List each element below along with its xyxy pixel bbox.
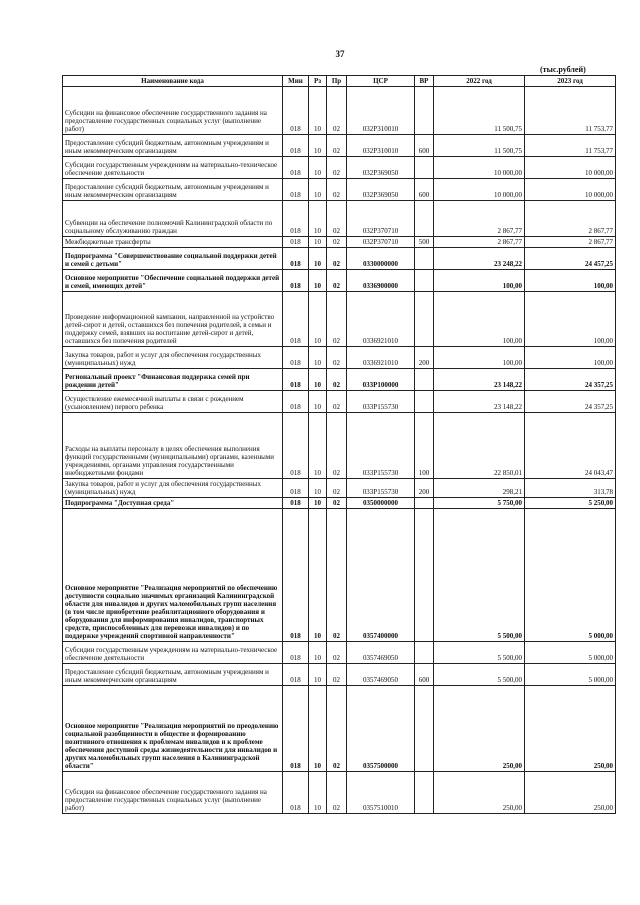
cell-rz: 10 xyxy=(309,686,327,772)
cell-rz: 10 xyxy=(309,498,327,509)
cell-csr: 032P369050 xyxy=(347,157,415,179)
cell-min: 018 xyxy=(283,248,309,270)
cell-vr xyxy=(415,642,434,664)
cell-y2023: 24 457,25 xyxy=(525,248,616,270)
table-row xyxy=(63,157,616,179)
units-label: (тыс.рублей) xyxy=(540,65,586,74)
cell-vr: 200 xyxy=(415,479,434,498)
cell-y2022: 298,21 xyxy=(434,479,525,498)
cell-csr: 032P310010 xyxy=(347,87,415,135)
cell-rz: 10 xyxy=(309,248,327,270)
cell-pr: 02 xyxy=(327,391,347,413)
table-row xyxy=(63,509,616,642)
cell-pr: 02 xyxy=(327,413,347,479)
cell-csr: 0357500000 xyxy=(347,686,415,772)
table-row xyxy=(63,87,616,135)
cell-rz: 10 xyxy=(309,479,327,498)
cell-vr xyxy=(415,391,434,413)
cell-min: 018 xyxy=(283,237,309,248)
cell-pr: 02 xyxy=(327,772,347,814)
table-row xyxy=(63,248,616,270)
table-row xyxy=(63,270,616,292)
cell-rz: 10 xyxy=(309,201,327,237)
cell-min: 018 xyxy=(283,87,309,135)
cell-pr: 02 xyxy=(327,479,347,498)
cell-vr xyxy=(415,157,434,179)
table-row xyxy=(63,642,616,664)
cell-name: Подпрограмма "Доступная среда" xyxy=(63,498,283,509)
cell-y2022: 100,00 xyxy=(434,270,525,292)
cell-rz: 10 xyxy=(309,664,327,686)
cell-rz: 10 xyxy=(309,270,327,292)
cell-y2023: 5 000,00 xyxy=(525,642,616,664)
cell-csr: 0336921010 xyxy=(347,292,415,347)
cell-vr xyxy=(415,369,434,391)
cell-name: Закупка товаров, работ и услуг для обеспечения государственных (муниципальных) нужд xyxy=(63,479,283,498)
cell-min: 018 xyxy=(283,686,309,772)
cell-pr: 02 xyxy=(327,498,347,509)
cell-pr: 02 xyxy=(327,201,347,237)
cell-name: Основное мероприятие "Обеспечение социальной поддержки детей и семей, имеющих детей" xyxy=(63,270,283,292)
cell-pr: 02 xyxy=(327,369,347,391)
cell-csr: 033P155730 xyxy=(347,413,415,479)
table-row xyxy=(63,369,616,391)
cell-vr xyxy=(415,87,434,135)
cell-min: 018 xyxy=(283,772,309,814)
cell-pr: 02 xyxy=(327,347,347,369)
cell-min: 018 xyxy=(283,135,309,157)
cell-pr: 02 xyxy=(327,270,347,292)
cell-y2022: 100,00 xyxy=(434,347,525,369)
cell-vr: 600 xyxy=(415,664,434,686)
cell-name: Расходы на выплаты персоналу в целях обеспечения выполнения функций государственными (муниципальными) органами, казенными учреждениями, органами управления государственными внебюджетными фондами xyxy=(63,413,283,479)
cell-csr: 0357510010 xyxy=(347,772,415,814)
cell-pr: 02 xyxy=(327,642,347,664)
cell-y2022: 22 850,01 xyxy=(434,413,525,479)
cell-rz: 10 xyxy=(309,135,327,157)
cell-csr: 0350000000 xyxy=(347,498,415,509)
table-row xyxy=(63,664,616,686)
cell-y2022: 5 500,00 xyxy=(434,664,525,686)
cell-y2022: 2 867,77 xyxy=(434,237,525,248)
cell-csr: 0336900000 xyxy=(347,270,415,292)
cell-rz: 10 xyxy=(309,509,327,642)
cell-y2022: 2 867,77 xyxy=(434,201,525,237)
cell-name: Субсидии государственным учреждениям на материально-техническое обеспечение деятельности xyxy=(63,642,283,664)
cell-y2023: 11 753,77 xyxy=(525,135,616,157)
cell-rz: 10 xyxy=(309,369,327,391)
cell-name: Подпрограмма "Совершенствование социальной поддержки детей и семей с детьми" xyxy=(63,248,283,270)
cell-vr: 600 xyxy=(415,179,434,201)
cell-vr: 100 xyxy=(415,413,434,479)
cell-pr: 02 xyxy=(327,292,347,347)
header-rz: Рз xyxy=(309,76,327,87)
cell-csr: 0357469050 xyxy=(347,664,415,686)
cell-pr: 02 xyxy=(327,237,347,248)
cell-y2022: 10 000,00 xyxy=(434,157,525,179)
header-name: Наименование кода xyxy=(63,76,283,87)
header-min: Мин xyxy=(283,76,309,87)
cell-csr: 033P155730 xyxy=(347,391,415,413)
cell-name: Субсидии на финансовое обеспечение государственного задания на предоставление государственных социальных услуг (выполнение работ) xyxy=(63,772,283,814)
cell-csr: 032P369050 xyxy=(347,179,415,201)
cell-y2022: 5 750,00 xyxy=(434,498,525,509)
cell-pr: 02 xyxy=(327,664,347,686)
cell-y2023: 10 000,00 xyxy=(525,157,616,179)
cell-csr: 0336921010 xyxy=(347,347,415,369)
cell-y2022: 10 000,00 xyxy=(434,179,525,201)
cell-rz: 10 xyxy=(309,391,327,413)
cell-name: Предоставление субсидий бюджетным, автономным учреждениям и иным некоммерческим организациям xyxy=(63,135,283,157)
cell-vr xyxy=(415,686,434,772)
cell-vr xyxy=(415,509,434,642)
cell-y2022: 100,00 xyxy=(434,292,525,347)
cell-y2023: 313,78 xyxy=(525,479,616,498)
cell-min: 018 xyxy=(283,498,309,509)
cell-csr: 033P100000 xyxy=(347,369,415,391)
cell-y2023: 2 867,77 xyxy=(525,237,616,248)
cell-y2023: 250,00 xyxy=(525,686,616,772)
cell-rz: 10 xyxy=(309,642,327,664)
cell-csr: 032P370710 xyxy=(347,201,415,237)
cell-rz: 10 xyxy=(309,237,327,248)
table-row xyxy=(63,686,616,772)
cell-y2022: 23 148,22 xyxy=(434,369,525,391)
cell-name: Региональный проект "Финансовая поддержка семей при рождении детей" xyxy=(63,369,283,391)
table-row xyxy=(63,237,616,248)
cell-min: 018 xyxy=(283,479,309,498)
cell-y2023: 11 753,77 xyxy=(525,87,616,135)
cell-min: 018 xyxy=(283,413,309,479)
cell-vr xyxy=(415,292,434,347)
cell-rz: 10 xyxy=(309,292,327,347)
cell-rz: 10 xyxy=(309,772,327,814)
cell-y2023: 100,00 xyxy=(525,347,616,369)
cell-vr xyxy=(415,201,434,237)
table-row xyxy=(63,391,616,413)
cell-min: 018 xyxy=(283,292,309,347)
cell-y2023: 2 867,77 xyxy=(525,201,616,237)
table-row xyxy=(63,347,616,369)
cell-pr: 02 xyxy=(327,248,347,270)
cell-y2023: 24 357,25 xyxy=(525,369,616,391)
cell-rz: 10 xyxy=(309,87,327,135)
cell-y2022: 5 500,00 xyxy=(434,642,525,664)
cell-csr: 0357400000 xyxy=(347,509,415,642)
cell-csr: 033P155730 xyxy=(347,479,415,498)
cell-min: 018 xyxy=(283,347,309,369)
cell-name: Субсидии государственным учреждениям на материально-техническое обеспечение деятельности xyxy=(63,157,283,179)
cell-min: 018 xyxy=(283,664,309,686)
table-row xyxy=(63,179,616,201)
table-row xyxy=(63,292,616,347)
cell-min: 018 xyxy=(283,157,309,179)
cell-csr: 032P370710 xyxy=(347,237,415,248)
cell-pr: 02 xyxy=(327,686,347,772)
cell-min: 018 xyxy=(283,270,309,292)
table-row xyxy=(63,772,616,814)
cell-y2023: 250,00 xyxy=(525,772,616,814)
table-row xyxy=(63,498,616,509)
cell-y2023: 5 250,00 xyxy=(525,498,616,509)
cell-y2023: 24 043,47 xyxy=(525,413,616,479)
cell-name: Проведение информационной кампании, направленной на устройство детей-сирот и детей, оставшихся без попечения родителей, в семьи и поддержку семей, взявших на воспитание детей-сирот и детей, оставшихся без попечения родителей xyxy=(63,292,283,347)
table-row xyxy=(63,479,616,498)
cell-name: Предоставление субсидий бюджетным, автономным учреждениям и иным некоммерческим организациям xyxy=(63,664,283,686)
cell-y2023: 5 000,00 xyxy=(525,664,616,686)
cell-min: 018 xyxy=(283,369,309,391)
table-row xyxy=(63,201,616,237)
cell-y2023: 100,00 xyxy=(525,292,616,347)
table-row xyxy=(63,135,616,157)
cell-min: 018 xyxy=(283,201,309,237)
cell-y2023: 24 357,25 xyxy=(525,391,616,413)
cell-name: Осуществление ежемесячной выплаты в связи с рождением (усыновлением) первого ребенка xyxy=(63,391,283,413)
cell-rz: 10 xyxy=(309,179,327,201)
cell-y2023: 100,00 xyxy=(525,270,616,292)
page-number: 37 xyxy=(335,49,345,59)
cell-min: 018 xyxy=(283,391,309,413)
cell-vr: 500 xyxy=(415,237,434,248)
cell-y2022: 11 500,75 xyxy=(434,135,525,157)
header-csr: ЦСР xyxy=(347,76,415,87)
cell-pr: 02 xyxy=(327,509,347,642)
header-vr: ВР xyxy=(415,76,434,87)
cell-vr xyxy=(415,270,434,292)
cell-min: 018 xyxy=(283,642,309,664)
cell-pr: 02 xyxy=(327,179,347,201)
header-2022: 2022 год xyxy=(434,76,525,87)
cell-rz: 10 xyxy=(309,347,327,369)
cell-vr: 600 xyxy=(415,135,434,157)
cell-csr: 0330000000 xyxy=(347,248,415,270)
cell-name: Основное мероприятие "Реализация мероприятий по обеспечению доступности социально значимых организаций Калининградской области для инвалидов и других маломобильных групп населения (в том числе приобретение реабилитационного оборудования и оборудования для информирования инвалидов, транспортных средств, приспособленных для перевозки инвалидов) и по поддержке учреждений спортивной направленности" xyxy=(63,509,283,642)
cell-y2022: 23 248,22 xyxy=(434,248,525,270)
header-pr: Пр xyxy=(327,76,347,87)
table-header-row xyxy=(63,76,616,87)
table-row xyxy=(63,413,616,479)
cell-csr: 032P310010 xyxy=(347,135,415,157)
cell-rz: 10 xyxy=(309,413,327,479)
cell-name: Межбюджетные трансферты xyxy=(63,237,283,248)
cell-vr xyxy=(415,498,434,509)
cell-rz: 10 xyxy=(309,157,327,179)
cell-y2022: 5 500,00 xyxy=(434,509,525,642)
cell-csr: 0357469050 xyxy=(347,642,415,664)
cell-y2022: 250,00 xyxy=(434,772,525,814)
budget-table xyxy=(62,75,616,814)
cell-vr xyxy=(415,772,434,814)
cell-min: 018 xyxy=(283,509,309,642)
cell-vr xyxy=(415,248,434,270)
cell-vr: 200 xyxy=(415,347,434,369)
cell-min: 018 xyxy=(283,179,309,201)
cell-name: Закупка товаров, работ и услуг для обеспечения государственных (муниципальных) нужд xyxy=(63,347,283,369)
cell-y2022: 250,00 xyxy=(434,686,525,772)
cell-name: Субвенции на обеспечение полномочий Калининградской области по социальному обслуживанию граждан xyxy=(63,201,283,237)
cell-y2023: 5 000,00 xyxy=(525,509,616,642)
cell-y2022: 23 148,22 xyxy=(434,391,525,413)
cell-pr: 02 xyxy=(327,135,347,157)
cell-name: Основное мероприятие "Реализация мероприятий по преодолению социальной разобщенности в обществе и формированию позитивного отношения к проблемам инвалидов и к проблеме обеспечения доступной среды жизнедеятельности для инвалидов и других маломобильных групп населения в Калининградской области" xyxy=(63,686,283,772)
cell-y2023: 10 000,00 xyxy=(525,179,616,201)
cell-pr: 02 xyxy=(327,87,347,135)
cell-name: Предоставление субсидий бюджетным, автономным учреждениям и иным некоммерческим организациям xyxy=(63,179,283,201)
header-2023: 2023 год xyxy=(525,76,616,87)
cell-pr: 02 xyxy=(327,157,347,179)
cell-y2022: 11 500,75 xyxy=(434,87,525,135)
cell-name: Субсидии на финансовое обеспечение государственного задания на предоставление государственных социальных услуг (выполнение работ) xyxy=(63,87,283,135)
